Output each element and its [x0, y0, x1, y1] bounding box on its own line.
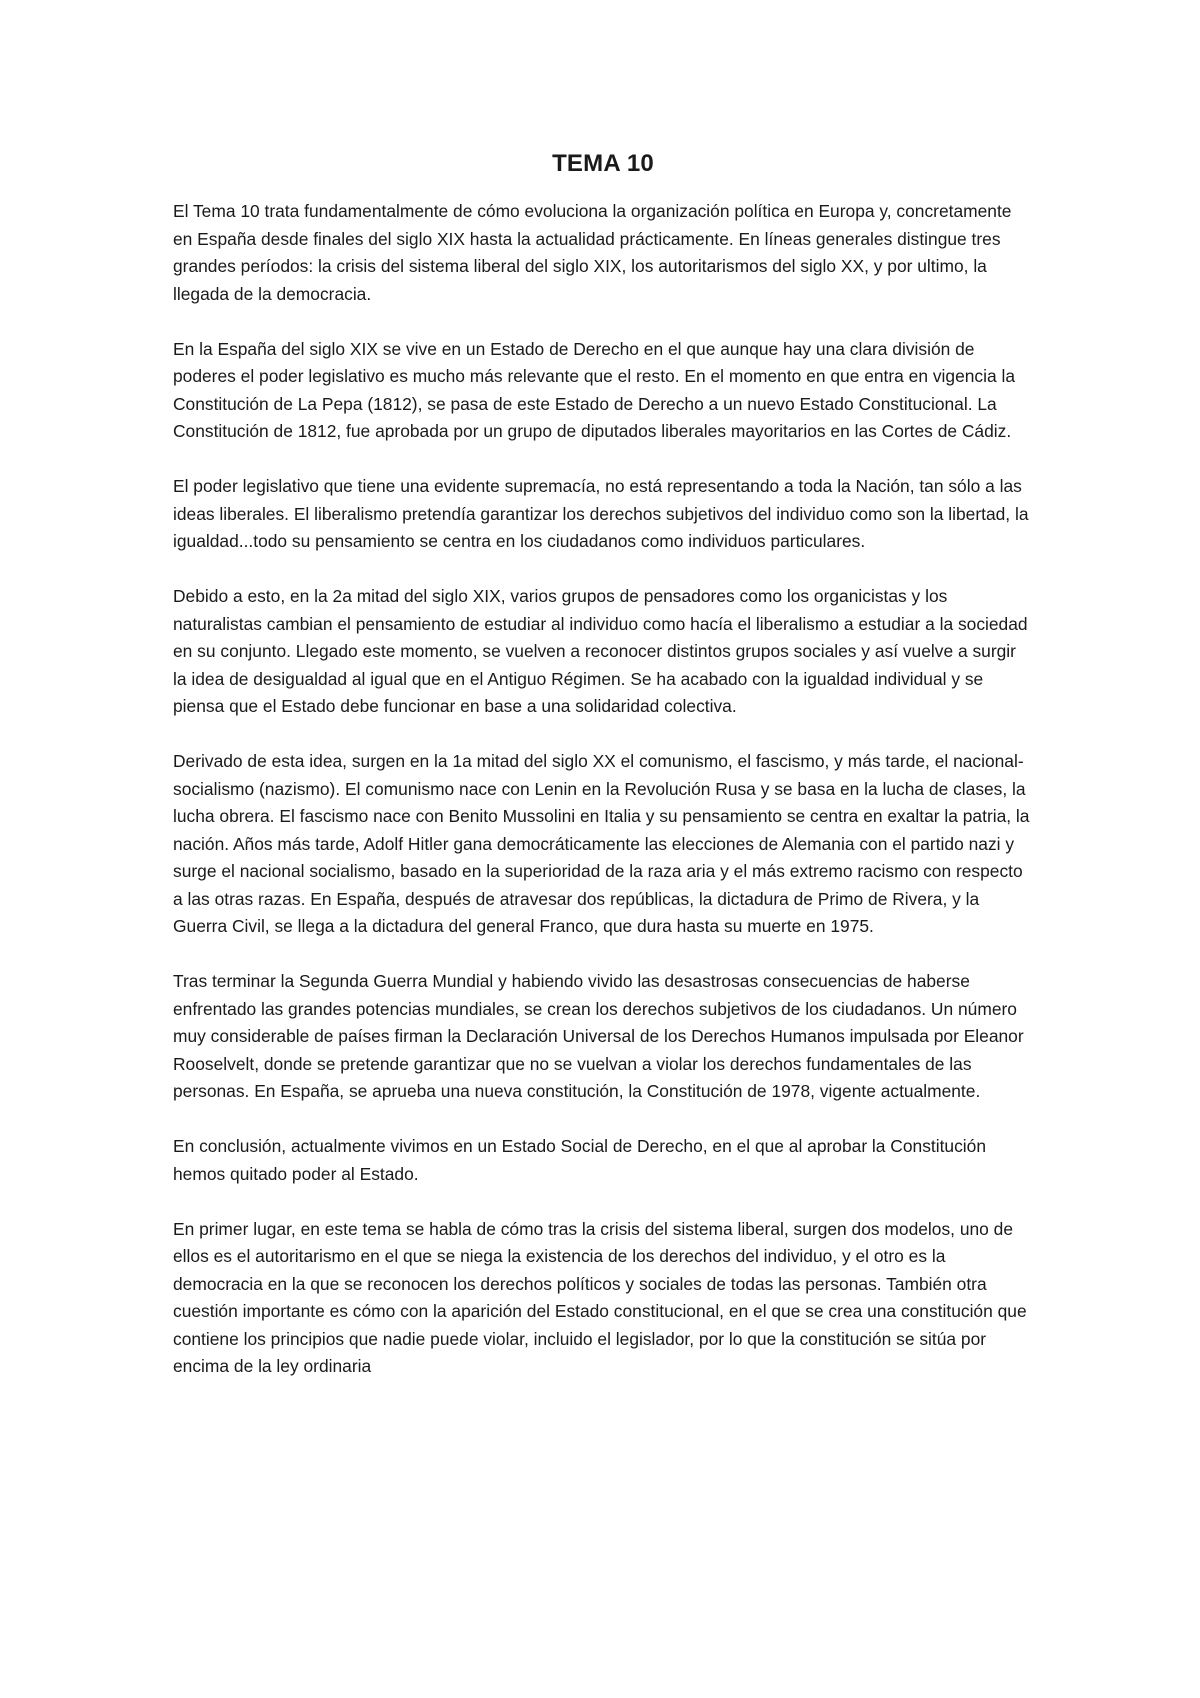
paragraph-conclusion: En conclusión, actualmente vivimos en un Estado Social de Derecho, en el que al aprobar la Constitución hemos quitado poder al Estado. [173, 1136, 987, 1184]
paragraph-human-rights: Tras terminar la Segunda Guerra Mundial y habiendo vivido las desastrosas consecuencias de haberse enfrentado las grandes potencias mundiales, se crean los derechos subjetivos de los ciudadanos. Un número muy considerable de países firman la Declaración Universal de los Derechos Humanos impulsada por Eleanor Rooselvelt, donde se pretende garantizar que no se vuelvan a violar los derechos fundamentales de las personas. En España, se aprueba una nueva constitución, la Constitución de 1978, vigente actualmente. [173, 971, 1024, 1101]
paragraph-legislative-power: El poder legislativo que tiene una evidente supremacía, no está representando a toda la Nación, tan sólo a las ideas liberales. El liberalismo pretendía garantizar los derechos subjetivos del individuo como son la libertad, la igualdad...todo su pensamiento se centra en los ciudadanos como individuos particulares. [173, 476, 1029, 551]
document-title: TEMA 10 [552, 150, 654, 177]
paragraph-intro: El Tema 10 trata fundamentalmente de cómo evoluciona la organización política en Europa y, concretamente en España desde finales del siglo XIX hasta la actualidad prácticamente. En líneas generales distingue tres grandes períodos: la crisis del sistema liberal del siglo XIX, los autoritarismos del siglo XX, y por ultimo, la llegada de la democracia. [173, 201, 1012, 304]
paragraph-summary: En primer lugar, en este tema se habla de cómo tras la crisis del sistema liberal, surgen dos modelos, uno de ellos es el autoritarismo en el que se niega la existencia de los derechos del individuo, y el otro es la democracia en la que se reconocen los derechos políticos y sociales de todas las personas. También otra cuestión importante es cómo con la aparición del Estado constitucional, en el que se crea una constitución que contiene los principios que nadie puede violar, incluido el legislador, por lo que la constitución se sitúa por encima de la ley ordinaria [173, 1218, 1027, 1376]
paragraph-spain-xix: En la España del siglo XIX se vive en un Estado de Derecho en el que aunque hay una clara división de poderes el poder legislativo es mucho más relevante que el resto. En el momento en que entra en vigencia la Constitución de La Pepa (1812), se pasa de este Estado de Derecho a un nuevo Estado Constitucional. La Constitución de 1812, fue aprobada por un grupo de diputados liberales mayoritarios en las Cortes de Cádiz. [173, 338, 1016, 441]
paragraph-totalitarianism: Derivado de esta idea, surgen en la 1a mitad del siglo XX el comunismo, el fascismo, y más tarde, el nacional-socialismo (nazismo). El comunismo nace con Lenin en la Revolución Rusa y se basa en la lucha de clases, la lucha obrera. El fascismo nace con Benito Mussolini en Italia y su pensamiento se centra en exaltar la patria, la nación. Años más tarde, Adolf Hitler gana democráticamente las elecciones de Alemania con el partido nazi y surge el nacional socialismo, basado en la superioridad de la raza aria y el más extremo racismo con respecto a las otras razas. En España, después de atravesar dos repúblicas, la dictadura de Primo de Rivera, y la Guerra Civil, se llega a la dictadura del general Franco, que dura hasta su muerte en 1975. [173, 751, 1030, 936]
paragraph-organicists: Debido a esto, en la 2a mitad del siglo XIX, varios grupos de pensadores como los organicistas y los naturalistas cambian el pensamiento de estudiar al individuo como hacía el liberalismo a estudiar a la sociedad en su conjunto. Llegado este momento, se vuelven a reconocer distintos grupos sociales y así vuelve a surgir la idea de desigualdad al igual que en el Antiguo Régimen. Se ha acabado con la igualdad individual y se piensa que el Estado debe funcionar en base a una solidaridad colectiva. [173, 586, 1028, 716]
document-body [173, 148, 1033, 1381]
